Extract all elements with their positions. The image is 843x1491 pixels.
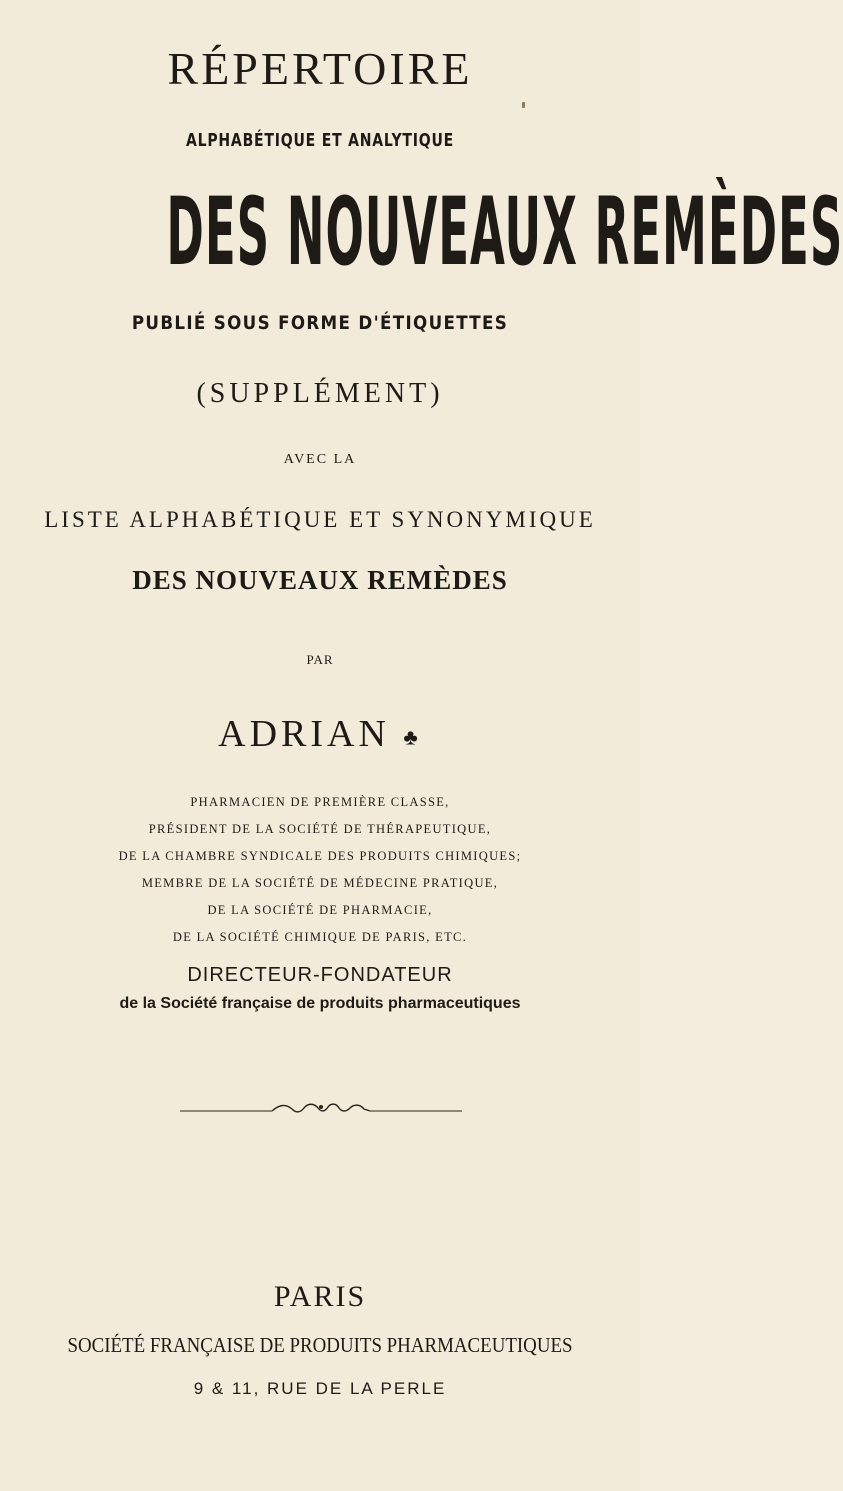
clover-icon: ♣	[403, 724, 422, 750]
credential-line: PRÉSIDENT DE LA SOCIÉTÉ DE THÉRAPEUTIQUE,	[148, 822, 492, 836]
ink-speck	[522, 102, 525, 108]
liste-title: LISTE ALPHABÉTIQUE ET SYNONYMIQUE	[44, 507, 596, 532]
imprint-address: 9 & 11, RUE DE LA PERLE	[193, 1379, 447, 1398]
title-headline: DES NOUVEAUX REMÈDES	[166, 178, 843, 287]
credential-line: DE LA SOCIÉTÉ CHIMIQUE DE PARIS, ETC.	[172, 930, 468, 944]
ornament-divider-icon	[180, 1100, 462, 1116]
author-name: ADRIAN	[218, 713, 390, 755]
author-role: DIRECTEUR-FONDATEUR	[187, 964, 453, 986]
imprint-city: PARIS	[273, 1280, 367, 1313]
imprint-publisher: SOCIÉTÉ FRANÇAISE DE PRODUITS PHARMACEUTIQUES	[67, 1333, 573, 1357]
credential-line: DE LA CHAMBRE SYNDICALE DES PRODUITS CHIMIQUES;	[118, 849, 522, 863]
credential-line: DE LA SOCIÉTÉ DE PHARMACIE,	[207, 903, 433, 917]
liste-object: DES NOUVEAUX REMÈDES	[132, 565, 508, 595]
title-main: RÉPERTOIRE	[167, 43, 473, 94]
author-name-line	[0, 712, 640, 756]
avec-la: AVEC LA	[283, 452, 357, 467]
par-label: PAR	[306, 652, 334, 667]
credential-line: MEMBRE DE LA SOCIÉTÉ DE MÉDECINE PRATIQUE,	[141, 876, 499, 890]
credential-line: PHARMACIEN DE PREMIÈRE CLASSE,	[190, 795, 450, 809]
supplement-label: (SUPPLÉMENT)	[196, 378, 444, 409]
title-subtitle: ALPHABÉTIQUE ET ANALYTIQUE	[185, 130, 455, 151]
author-role-org: de la Société française de produits pharmaceutiques	[119, 995, 521, 1012]
publication-note: PUBLIÉ SOUS FORME D'ÉTIQUETTES	[131, 312, 509, 334]
